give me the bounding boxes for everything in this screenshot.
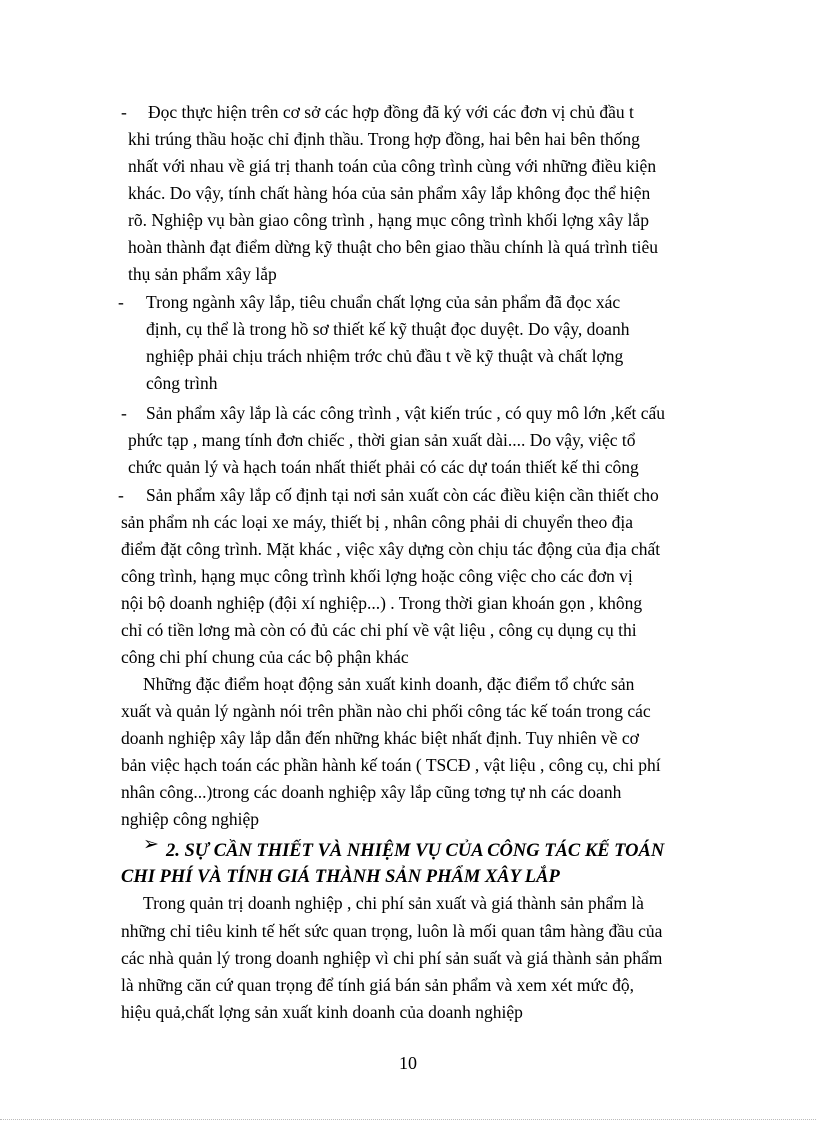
bullet-3-line-2: phức tạp , mang tính đơn chiếc , thời gian sản xuất dài.... Do vậy, việc tổ [128,430,636,450]
bullet-4-line-4: công trình, hạng mục công trình khối lợng hoặc công việc cho các đơn vị [121,566,633,586]
paragraph-2-line-2: những chỉ tiêu kinh tế hết sức quan trọng, luôn là mối quan tâm hàng đầu của [121,921,663,941]
paragraph-2-line-1: Trong quản trị doanh nghiệp , chi phí sản xuất và giá thành sản phẩm là [143,893,644,913]
bullet-3-line-3: chức quản lý và hạch toán nhất thiết phải có các dự toán thiết kế thi công [128,457,639,477]
bullet-2-line-4: công trình [146,373,218,393]
bullet-marker: - [121,102,127,122]
bullet-1-line-2: khi trúng thầu hoặc chỉ định thầu. Trong hợp đồng, hai bên hai bên thống [128,129,640,149]
bullet-1-line-5: rõ. Nghiệp vụ bàn giao công trình , hạng mục công trình khối lợng xây lắp [128,210,650,230]
bullet-marker: - [118,485,124,505]
bullet-2-line-1: Trong ngành xây lắp, tiêu chuẩn chất lợng của sản phẩm đã đọc xác [146,292,621,312]
bullet-1-line-7: thụ sản phẩm xây lắp [128,264,277,284]
paragraph-1-line-5: nhân công...)trong các doanh nghiệp xây lắp cũng tơng tự nh các doanh [121,782,622,802]
arrow-bullet-icon: ➢ [143,834,159,855]
bullet-1-line-1: Đọc thực hiện trên cơ sở các hợp đồng đã ký với các đơn vị chủ đầu t [148,102,634,122]
bullet-4-line-1: Sản phẩm xây lắp cố định tại nơi sản xuất còn các điều kiện cần thiết cho [146,485,659,505]
paragraph-1-line-1: Những đặc điểm hoạt động sản xuất kinh doanh, đặc điểm tổ chức sản [143,674,635,694]
bullet-marker: - [118,292,124,312]
bullet-3-line-1: Sản phẩm xây lắp là các công trình , vật kiến trúc , có quy mô lớn ,kết cấu [146,403,666,423]
bullet-4-line-6: chỉ có tiền lơng mà còn có đủ các chi phí về vật liệu , công cụ dụng cụ thi [121,620,637,640]
bullet-4-line-7: công chi phí chung của các bộ phận khác [121,647,409,667]
paragraph-1-line-2: xuất và quản lý ngành nói trên phần nào chi phối công tác kế toán trong các [121,701,651,721]
bullet-2-line-2: định, cụ thể là trong hồ sơ thiết kế kỹ thuật đọc duyệt. Do vậy, doanh [146,319,630,339]
section-heading-line-2: CHI PHÍ VÀ TÍNH GIÁ THÀNH SẢN PHẨM XÂY LẮP [121,867,560,887]
bullet-4-line-5: nội bộ doanh nghiệp (đội xí nghiệp...) . Trong thời gian khoán gọn , không [121,593,643,613]
paragraph-2-line-4: là những căn cứ quan trọng để tính giá bán sản phẩm và xem xét mức độ, [121,975,634,995]
section-heading-line-1: 2. SỰ CẦN THIẾT VÀ NHIỆM VỤ CỦA CÔNG TÁC KẾ TOÁN [166,841,665,861]
bullet-4-line-2: sản phẩm nh các loại xe máy, thiết bị , nhân công phải di chuyển theo địa [121,512,634,532]
paragraph-1-line-3: doanh nghiệp xây lắp dẫn đến những khác biệt nhất định. Tuy nhiên về cơ [121,728,639,748]
paragraph-2-line-5: hiệu quả,chất lợng sản xuất kinh doanh của doanh nghiệp [121,1002,523,1022]
bullet-2-line-3: nghiệp phải chịu trách nhiệm trớc chủ đầu t về kỹ thuật và chất lợng [146,346,624,366]
bullet-1-line-6: hoàn thành đạt điểm dừng kỹ thuật cho bên giao thầu chính là quá trình tiêu [128,237,658,257]
bullet-1-line-3: nhất với nhau về giá trị thanh toán của công trình cùng với những điều kiện [128,156,657,176]
page-number: 10 [399,1053,417,1073]
paragraph-1-line-6: nghiệp công nghiệp [121,809,260,829]
bullet-marker: - [121,403,127,423]
page-bottom-border [0,1119,816,1120]
bullet-4-line-3: điểm đặt công trình. Mặt khác , việc xây dựng còn chịu tác động của địa chất [121,539,661,559]
bullet-1-line-4: khác. Do vậy, tính chất hàng hóa của sản phẩm xây lắp không đọc thể hiện [128,183,651,203]
paragraph-1-line-4: bản việc hạch toán các phần hành kế toán ( TSCĐ , vật liệu , công cụ, chi phí [121,755,661,775]
paragraph-2-line-3: các nhà quản lý trong doanh nghiệp vì chi phí sản suất và giá thành sản phẩm [121,948,663,968]
